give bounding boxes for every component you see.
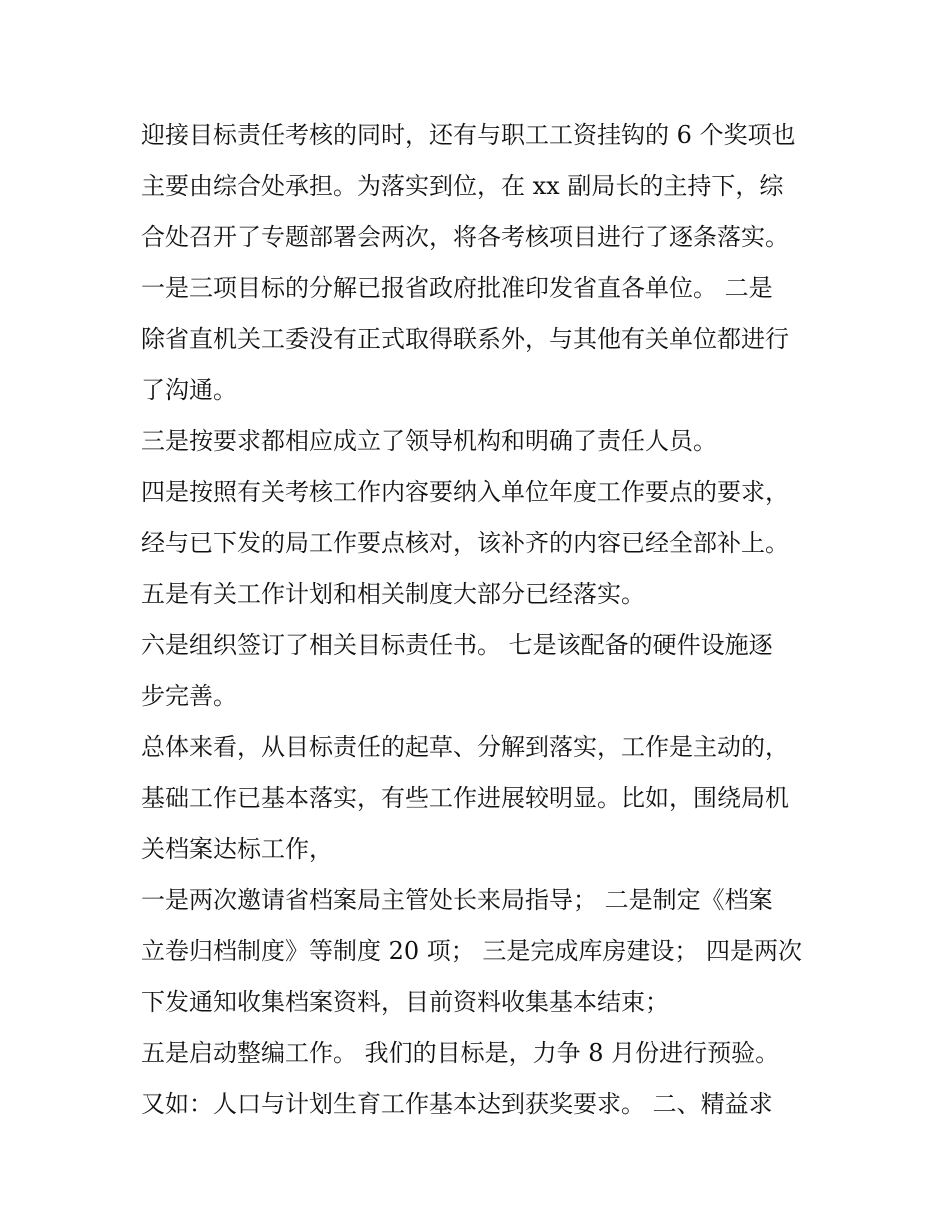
text-line: 立卷归档制度》等制度 20 项； 三是完成库房建设； 四是两次 <box>141 937 803 965</box>
text-line: 一是两次邀请省档案局主管处长来局指导； 二是制定《档案 <box>141 886 773 914</box>
body-text <box>141 110 821 1130</box>
text-line: 主要由综合处承担。为落实到位，在 xx 副局长的主持下，综 <box>141 172 784 200</box>
text-line: 四是按照有关考核工作内容要纳入单位年度工作要点的要求， <box>141 478 789 506</box>
text-line: 又如：人口与计划生育工作基本达到获奖要求。 二、精益求 <box>141 1090 773 1118</box>
text-line: 六是组织签订了相关目标责任书。 七是该配备的硬件设施逐 <box>141 631 773 659</box>
text-line: 关档案达标工作， <box>141 835 333 863</box>
text-line: 一是三项目标的分解已报省政府批准印发省直各单位。 二是 <box>141 274 773 302</box>
text-line: 总体来看，从目标责任的起草、分解到落实，工作是主动的， <box>141 733 789 761</box>
text-line: 基础工作已基本落实，有些工作进展较明显。比如，围绕局机 <box>141 784 789 812</box>
text-line: 了沟通。 <box>141 376 237 404</box>
text-line: 迎接目标责任考核的同时，还有与职工工资挂钩的 6 个奖项也 <box>141 121 796 149</box>
text-line: 五是启动整编工作。 我们的目标是，力争 8 月份进行预验。 <box>141 1039 780 1067</box>
text-line: 除省直机关工委没有正式取得联系外，与其他有关单位都进行 <box>141 325 789 353</box>
text-line: 五是有关工作计划和相关制度大部分已经落实。 <box>141 580 645 608</box>
text-line: 步完善。 <box>141 682 237 710</box>
text-line: 合处召开了专题部署会两次，将各考核项目进行了逐条落实。 <box>141 223 789 251</box>
text-line: 三是按要求都相应成立了领导机构和明确了责任人员。 <box>141 427 717 455</box>
text-line: 经与已下发的局工作要点核对，该补齐的内容已经全部补上。 <box>141 529 789 557</box>
text-line: 下发通知收集档案资料，目前资料收集基本结束； <box>141 988 669 1016</box>
